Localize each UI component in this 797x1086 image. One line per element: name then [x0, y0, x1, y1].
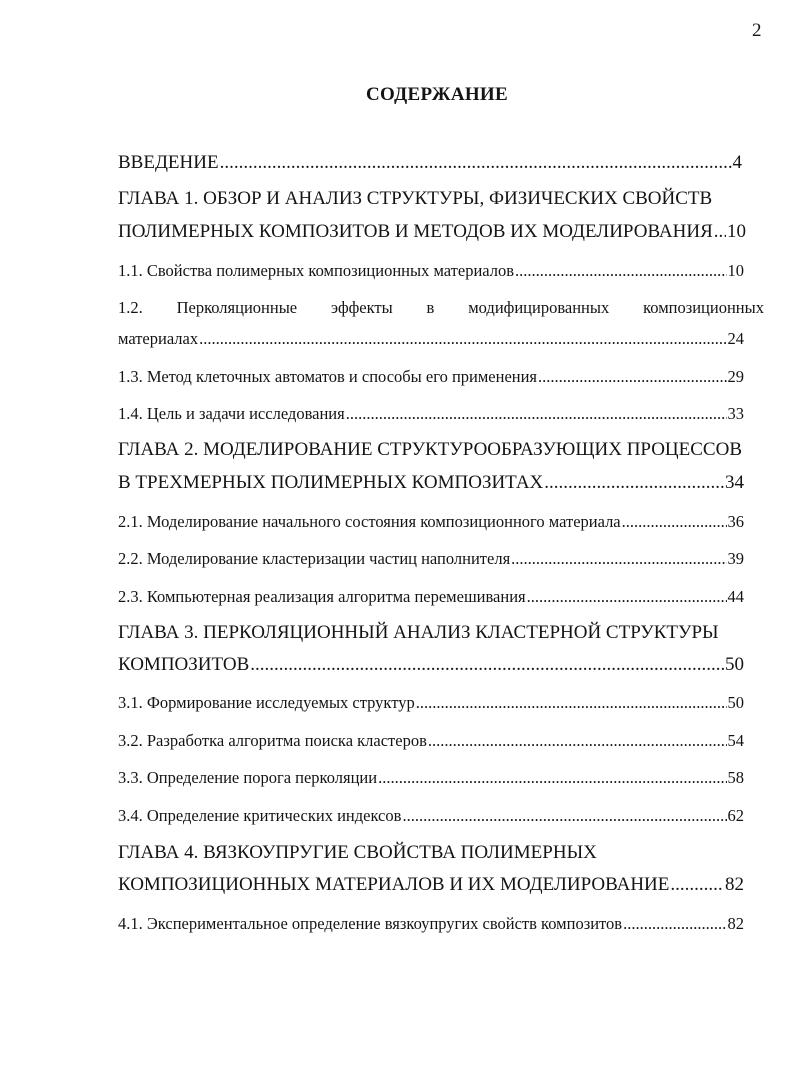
toc-entry-text: ВВЕДЕНИЕ	[118, 152, 219, 173]
toc-entry-page: 29	[727, 367, 744, 386]
toc-section-1-4	[118, 404, 744, 424]
toc-entry-page: 34	[725, 472, 744, 493]
toc-entry-page: 50	[727, 693, 744, 712]
toc-entry-intro	[118, 152, 742, 174]
toc-entry-text: В ТРЕХМЕРНЫХ ПОЛИМЕРНЫХ КОМПОЗИТАХ	[118, 472, 544, 493]
toc-entry-text: 2.1. Моделирование начального состояния композиционного материала	[118, 512, 621, 531]
toc-chapter-4	[118, 874, 744, 896]
toc-entry-page: 62	[727, 806, 744, 825]
toc-entry-text: 4.1. Экспериментальное определение вязкоупругих свойств композитов	[118, 914, 623, 933]
toc-entry-page: 39	[727, 549, 744, 568]
toc-section-1-3	[118, 367, 744, 387]
toc-entry-page: 36	[727, 512, 744, 531]
word: эффекты	[330, 298, 393, 317]
word: в	[426, 298, 435, 317]
dot-leader	[199, 329, 726, 349]
toc-chapter-1	[118, 221, 746, 243]
toc-section-3-1	[118, 693, 744, 713]
toc-chapter-3-line1: ГЛАВА 3. ПЕРКОЛЯЦИОННЫЙ АНАЛИЗ КЛАСТЕРНОЙ СТРУКТУРЫ	[118, 622, 719, 643]
toc-entry-page: 4	[732, 152, 742, 173]
word: композиционных	[643, 298, 764, 317]
toc-section-4-1	[118, 914, 744, 934]
toc-entry-page: 33	[727, 404, 744, 423]
dot-leader	[714, 221, 726, 243]
dot-leader	[623, 914, 726, 934]
dot-leader	[346, 404, 727, 424]
dot-leader	[250, 654, 724, 676]
page-title: СОДЕРЖАНИЕ	[366, 84, 508, 105]
toc-entry-text: КОМПОЗИЦИОННЫХ МАТЕРИАЛОВ И ИХ МОДЕЛИРОВАНИЕ	[118, 874, 670, 895]
toc-chapter-4-line1: ГЛАВА 4. ВЯЗКОУПРУГИЕ СВОЙСТВА ПОЛИМЕРНЫХ	[118, 842, 597, 863]
toc-section-2-1	[118, 512, 744, 532]
toc-entry-text: 3.2. Разработка алгоритма поиска кластеров	[118, 731, 427, 750]
toc-section-3-4	[118, 806, 744, 826]
toc-entry-page: 82	[727, 914, 744, 933]
toc-entry-text: 3.3. Определение порога перколяции	[118, 768, 378, 787]
dot-leader	[220, 152, 732, 174]
toc-entry-text: КОМПОЗИТОВ	[118, 654, 250, 675]
toc-entry-text: 1.4. Цель и задачи исследования	[118, 404, 345, 423]
toc-chapter-1-line1: ГЛАВА 1. ОБЗОР И АНАЛИЗ СТРУКТУРЫ, ФИЗИЧЕСКИХ СВОЙСТВ	[118, 188, 713, 209]
toc-entry-page: 10	[727, 261, 744, 280]
dot-leader	[670, 874, 724, 896]
dot-leader	[428, 731, 727, 751]
toc-section-1-1	[118, 261, 744, 281]
toc-entry-page: 10	[727, 221, 746, 242]
toc-chapter-3	[118, 654, 744, 676]
toc-entry-text: 2.3. Компьютерная реализация алгоритма перемешивания	[118, 587, 526, 606]
toc-entry-page: 44	[727, 587, 744, 606]
dot-leader	[622, 512, 727, 532]
dot-leader	[538, 367, 726, 387]
toc-chapter-2-line1: ГЛАВА 2. МОДЕЛИРОВАНИЕ СТРУКТУРООБРАЗУЮЩИХ ПРОЦЕССОВ	[118, 439, 743, 460]
toc-entry-page: 58	[727, 768, 744, 787]
dot-leader	[511, 549, 726, 569]
dot-leader	[527, 587, 727, 607]
word: 1.2.	[118, 298, 143, 317]
toc-section-1-2-line1	[118, 298, 764, 318]
toc-entry-page: 82	[725, 874, 744, 895]
dot-leader	[378, 768, 726, 788]
word: модифицированных	[468, 298, 610, 317]
toc-section-2-3	[118, 587, 744, 607]
toc-entry-text: 1.3. Метод клеточных автоматов и способы его применения	[118, 367, 538, 386]
toc-entry-text: 3.4. Определение критических индексов	[118, 806, 402, 825]
toc-entry-page: 24	[727, 329, 744, 348]
toc-section-3-2	[118, 731, 744, 751]
page-number: 2	[752, 20, 762, 41]
toc-entry-text: 2.2. Моделирование кластеризации частиц наполнителя	[118, 549, 511, 568]
dot-leader	[544, 472, 724, 494]
toc-entry-page: 54	[727, 731, 744, 750]
toc-chapter-2	[118, 472, 744, 494]
toc-section-3-3	[118, 768, 744, 788]
toc-section-2-2	[118, 549, 744, 569]
toc-entry-text: ПОЛИМЕРНЫХ КОМПОЗИТОВ И МЕТОДОВ ИХ МОДЕЛИРОВАНИЯ	[118, 221, 713, 242]
toc-entry-page: 50	[725, 654, 744, 675]
toc-section-1-2	[118, 329, 744, 349]
dot-leader	[416, 693, 727, 713]
toc-entry-text: 1.1. Свойства полимерных композиционных материалов	[118, 261, 515, 280]
toc-entry-text: 3.1. Формирование исследуемых структур	[118, 693, 415, 712]
dot-leader	[515, 261, 726, 281]
toc-entry-text: материалах	[118, 329, 199, 348]
dot-leader	[402, 806, 726, 826]
word: Перколяционные	[176, 298, 298, 317]
